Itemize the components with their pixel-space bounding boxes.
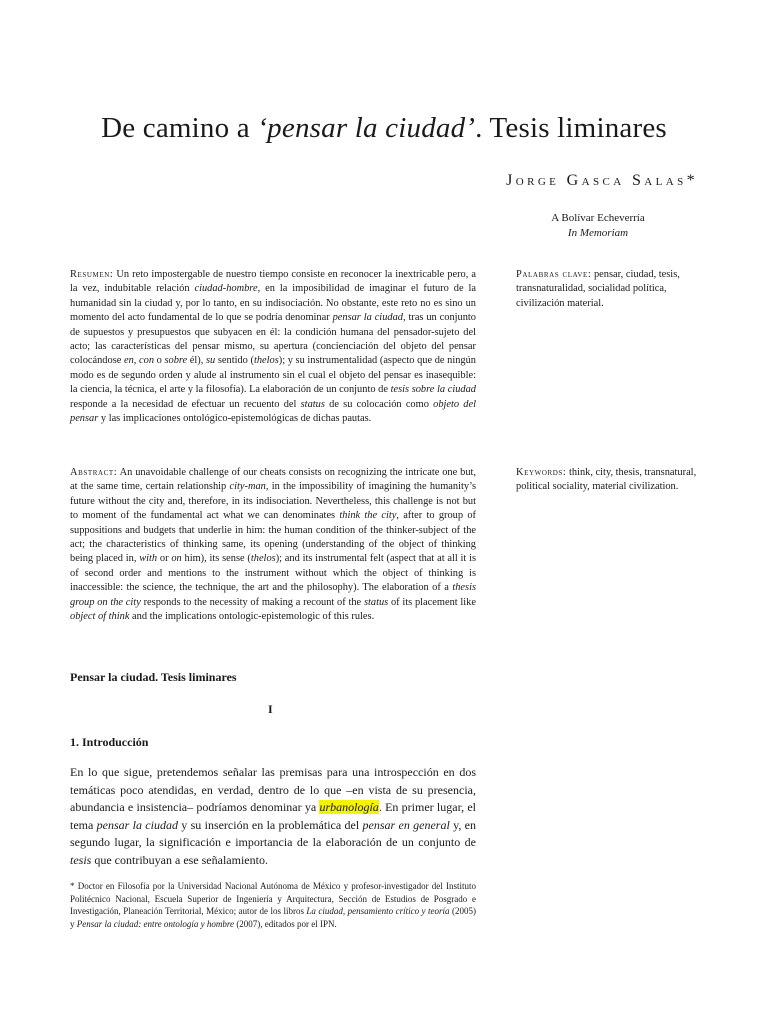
dedication xyxy=(506,211,690,241)
keywords xyxy=(516,466,698,495)
resumen-italic: pensar la ciudad xyxy=(332,312,403,324)
keywords-text: think, city, thesis, transnatural, political sociality, material civilization. xyxy=(516,467,697,493)
abstract-text: and the implications ontologic-epistemologic of this rules. xyxy=(129,611,375,623)
footnote-text: (2005) y xyxy=(70,906,476,929)
abstract-italic: object of think xyxy=(70,611,130,623)
resumen-label: Resumen: xyxy=(70,269,114,280)
resumen-text: de su colocación como xyxy=(324,398,434,410)
resumen-text: , xyxy=(133,355,140,367)
intro-text: y, en segundo lugar, la significación e importancia de la elaboración de un conjunto de xyxy=(70,817,476,850)
highlighted-word: urbanología xyxy=(319,800,379,815)
resumen-text: , tras un conjunto de supuestos y presupuestos que subyacen en él: la condición humana del pensador-sujeto del acto; las características del pensar mismo, su apertura (concienciación del objeto del pensar colocándose xyxy=(70,312,476,367)
abstract-italic: thelos xyxy=(250,553,276,565)
resumen-text: , en la imposibilidad de imaginar el futuro de la humanidad sin la ciudad y, por lo tanto, en su indisociación. No obstante, este reto no es sino un momento del acto fundamental de lo que se podría denominar xyxy=(70,283,476,324)
abstract-label: Abstract: xyxy=(70,467,118,478)
footnote-text: (2007), editados por el IPN. xyxy=(234,918,337,929)
abstract-text: of its placement like xyxy=(388,596,476,608)
footnote-italic: Pensar la ciudad: entre ontología y hombre xyxy=(76,918,235,929)
dedication-memoriam: In Memoriam xyxy=(567,227,629,239)
abstract-italic: status xyxy=(363,596,389,608)
resumen-text: o xyxy=(154,355,165,367)
resumen-text: sentido ( xyxy=(215,355,254,367)
resumen-italic: ciudad-hombre xyxy=(194,283,258,295)
abstract-text: or xyxy=(157,553,172,565)
resumen-italic: su xyxy=(205,355,216,367)
resumen-text: Un reto impostergable de nuestro tiempo consiste en reconocer la inextricable pero, a la vez, indubitable relación xyxy=(70,269,476,295)
resumen-text: responde a la necesidad de efectuar un recuento del xyxy=(70,398,301,410)
article-title xyxy=(0,112,768,145)
resumen-italic: con xyxy=(139,355,155,367)
title-post: . Tesis liminares xyxy=(475,112,667,144)
intro-italic: tesis xyxy=(70,852,92,867)
palabras-clave-label: Palabras clave: xyxy=(516,269,592,280)
abstract-italic: thesis group on the city xyxy=(70,582,476,608)
section-title: Pensar la ciudad. Tesis liminares xyxy=(70,670,237,684)
abstract-italic: on xyxy=(171,553,182,565)
intro-paragraph xyxy=(70,764,476,870)
intro-text: . En primer lugar, el tema xyxy=(70,800,476,832)
footnote-text: * Doctor en Filosofía por la Universidad Nacional Autónoma de México y profesor-investigador del Instituto Politécnico Nacional, Escuela Superior de Ingeniería y Arquitectura, Sección de Estudios de Posgrado e Investigación, Planeación Territorial, México; autor de los libros xyxy=(70,881,476,917)
intro-text: y su inserción en la problemática del xyxy=(177,817,363,832)
resumen-italic: tesis sobre la ciudad xyxy=(390,384,476,396)
intro-text: En lo que sigue, pretendemos señalar las premisas para una introspección en dos temáticas poco atendidas, en verdad, dentro de lo que –en vista de su presencia, abundancia e insistencia– podríamos denominar ya xyxy=(70,765,476,815)
abstract-text: , in the impossibility of imagining the humanity’s future without the city and, therefore, in its indisociation. Nevertheless, this challenge is not but to moment of the fundamental act what we can denominates xyxy=(70,481,476,522)
abstract-paragraph xyxy=(70,466,476,624)
resumen-text: él), xyxy=(187,355,206,367)
palabras-clave xyxy=(516,268,698,311)
abstract-text: him), its sense ( xyxy=(181,553,251,565)
abstract-text: An unavoidable challenge of our cheats consists on recognizing the intricate one but, at the same time, certain relationship xyxy=(70,467,476,493)
section-numeral: I xyxy=(268,702,273,716)
author-name: Jorge Gasca Salas* xyxy=(506,172,698,189)
resumen-italic: status xyxy=(300,398,325,410)
abstract-text: , after to group of suppositions and budgets that underlie in him: the human condition of the thinker-subject of the act; the characteristics of thinking same, its opening (understanding of the object of thinking being placed in, xyxy=(70,510,476,565)
title-pre: De camino a xyxy=(101,112,258,144)
intro-italic: pensar la ciudad xyxy=(96,817,178,832)
palabras-clave-text: pensar, ciudad, tesis, transnaturalidad, socialidad política, civilización material. xyxy=(516,269,680,309)
footnote-italic: La ciudad, pensamiento crítico y teoría xyxy=(306,906,450,917)
resumen-italic: en xyxy=(123,355,134,367)
abstract-italic: with xyxy=(139,553,158,565)
abstract-italic: city-man xyxy=(229,481,266,493)
abstract-text: ); and its instrumental felt (aspect that at all it is of second order and mentions to the instrument without which the object of thinking is inaccessible: the science, the technique, the art and the philosophy). The elaboration of a xyxy=(70,553,477,594)
resumen-text: y las implicaciones ontológico-epistemológicas de dichas pautas. xyxy=(98,413,372,425)
intro-heading: 1. Introducción xyxy=(70,735,149,749)
resumen-text: ); y su instrumentalidad (aspecto que de ningún modo es de segundo orden y alude al instrumento sin el cual el objeto del pensar es inasequible: la ciencia, la técnica, el arte y la filosofía). La elaboración de un conjunto de xyxy=(70,355,477,396)
intro-text: que contribuyan a ese señalamiento. xyxy=(91,852,268,867)
resumen-italic: thelos xyxy=(253,355,279,367)
resumen-italic: objeto del pensar xyxy=(70,398,477,425)
keywords-label: Keywords: xyxy=(516,467,567,478)
abstract-text: responds to the necessity of making a recount of the xyxy=(140,596,364,608)
dedication-name: A Bolívar Echeverría xyxy=(551,212,645,224)
resumen-italic: sobre xyxy=(164,355,188,367)
author-footnote xyxy=(70,880,476,930)
title-italic: ‘pensar la ciudad’ xyxy=(257,112,476,144)
resumen-paragraph xyxy=(70,268,476,426)
intro-italic: pensar en general xyxy=(362,817,450,832)
abstract-italic: think the city xyxy=(339,510,397,522)
